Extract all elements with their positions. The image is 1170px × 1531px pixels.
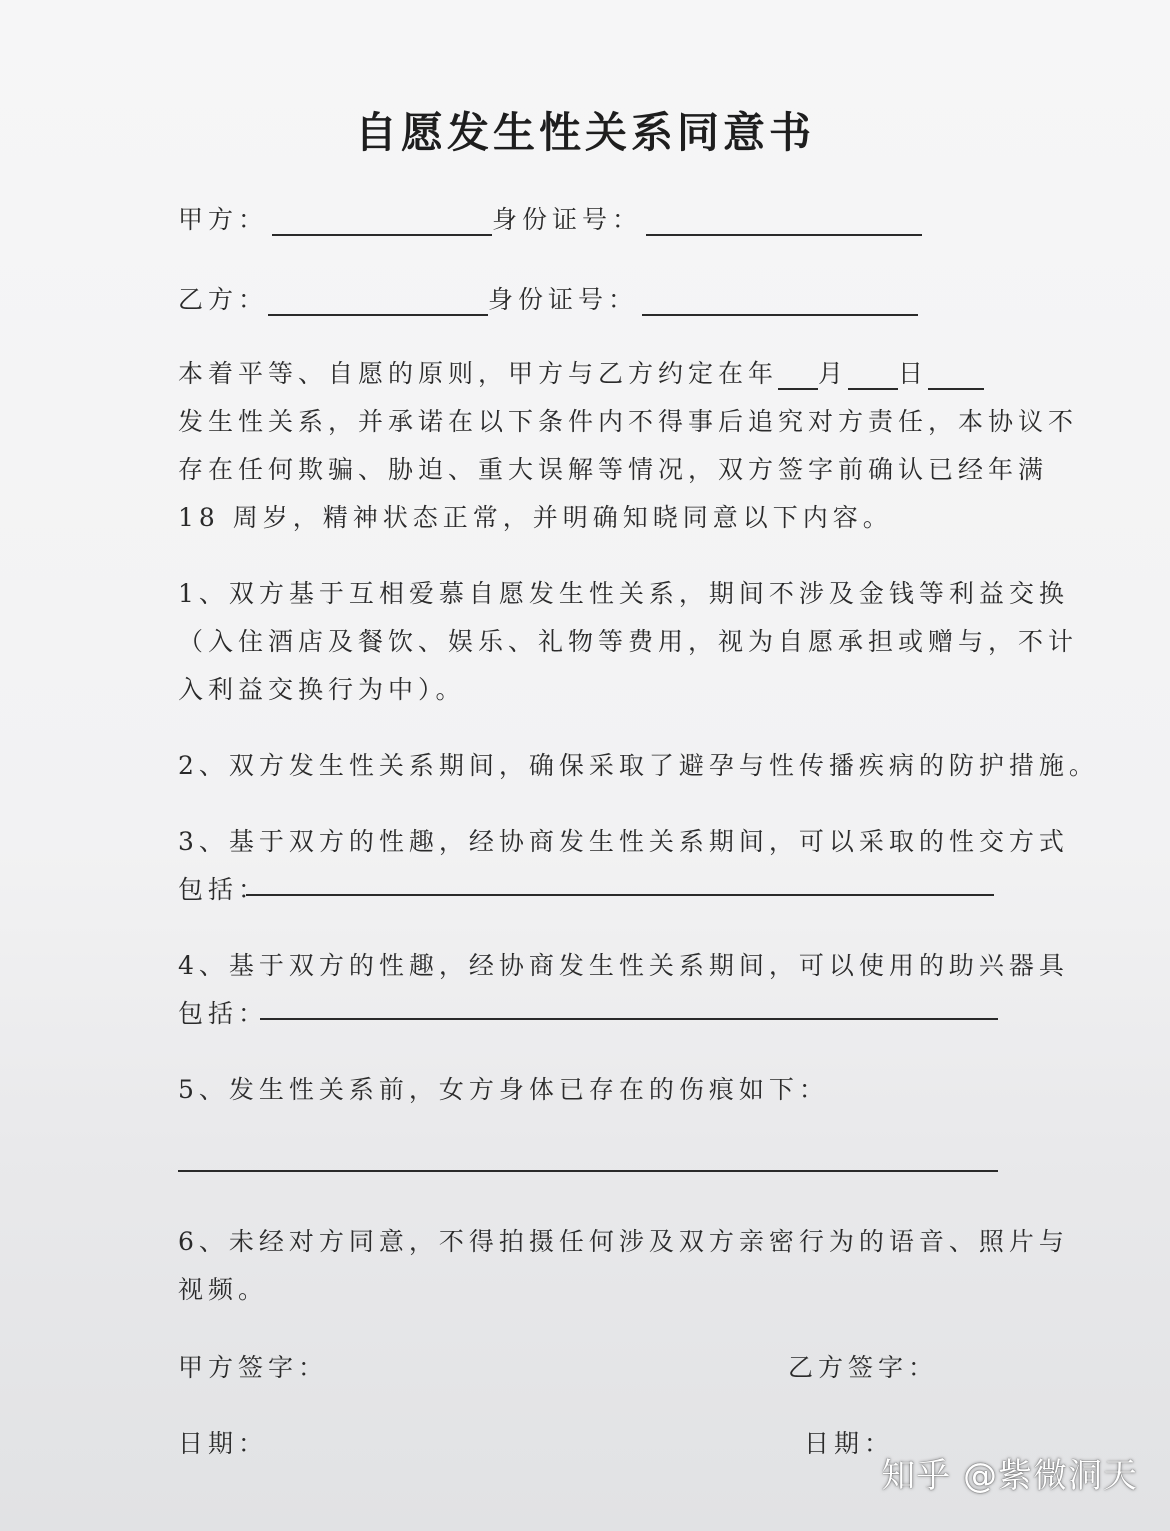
day-label: 日 [898,359,929,388]
intro-line-1 [178,354,984,390]
party-b-row [178,280,918,316]
clause-5-blank [178,1170,998,1172]
clause-4-line-2 [178,994,268,1030]
intro-line-2: 发生性关系，并承诺在以下条件内不得事后追究对方责任，本协议不 [178,407,1079,436]
clause-3-line-1: 3、基于双方的性趣，经协商发生性关系期间，可以采取的性交方式 [178,827,1069,856]
clause-2: 2、双方发生性关系期间，确保采取了避孕与性传播疾病的防护措施。 [178,751,1099,780]
clause-5: 5、发生性关系前，女方身体已存在的伤痕如下： [178,1075,829,1104]
clause-4-line-1: 4、基于双方的性趣，经协商发生性关系期间，可以使用的助兴器具 [178,951,1069,980]
intro-line-4: 18 周岁，精神状态正常，并明确知晓同意以下内容。 [178,503,893,532]
day-blank [848,362,898,390]
party-a-id-blank [646,208,922,236]
clause-4-include-label: 包括： [178,999,269,1028]
zhihu-watermark: 知乎 @紫微洞天 [881,1456,1138,1496]
party-a-id-label: 身份证号： [492,205,643,234]
month-label: 月 [818,359,849,388]
month-blank [778,362,818,390]
clause-1-line-3: 入利益交换行为中）。 [178,675,466,704]
clause-1-line-2: （入住酒店及餐饮、娱乐、礼物等费用，视为自愿承担或赠与，不计 [178,627,1079,656]
intro-text-1: 本着平等、自愿的原则，甲方与乙方约定在年 [178,359,779,388]
party-a-name-blank [272,208,492,236]
party-a-row [178,200,922,236]
party-b-id-label: 身份证号： [488,285,639,314]
clause-3-include-label: 包括： [178,875,269,904]
clause-1-line-1: 1、双方基于互相爱慕自愿发生性关系，期间不涉及金钱等利益交换 [178,579,1069,608]
party-a-label: 甲方： [178,205,269,234]
clause-4-blank [260,1018,998,1020]
clause-3-line-2 [178,870,268,906]
party-b-date-label: 日期： [804,1429,895,1458]
time-blank [928,362,984,390]
clause-6-line-2: 视频。 [178,1275,269,1304]
intro-line-3: 存在任何欺骗、胁迫、重大误解等情况，双方签字前确认已经年满 [178,455,1049,484]
clause-6-line-1: 6、未经对方同意，不得拍摄任何涉及双方亲密行为的语音、照片与 [178,1227,1069,1256]
party-b-id-blank [642,288,918,316]
document-title: 自愿发生性关系同意书 [354,108,815,157]
party-a-signature-label: 甲方签字： [178,1353,329,1382]
clause-3-blank [246,894,994,896]
party-b-name-blank [268,288,488,316]
party-b-signature-label: 乙方签字： [788,1353,939,1382]
party-b-label: 乙方： [178,285,269,314]
party-a-date-label: 日期： [178,1429,269,1458]
